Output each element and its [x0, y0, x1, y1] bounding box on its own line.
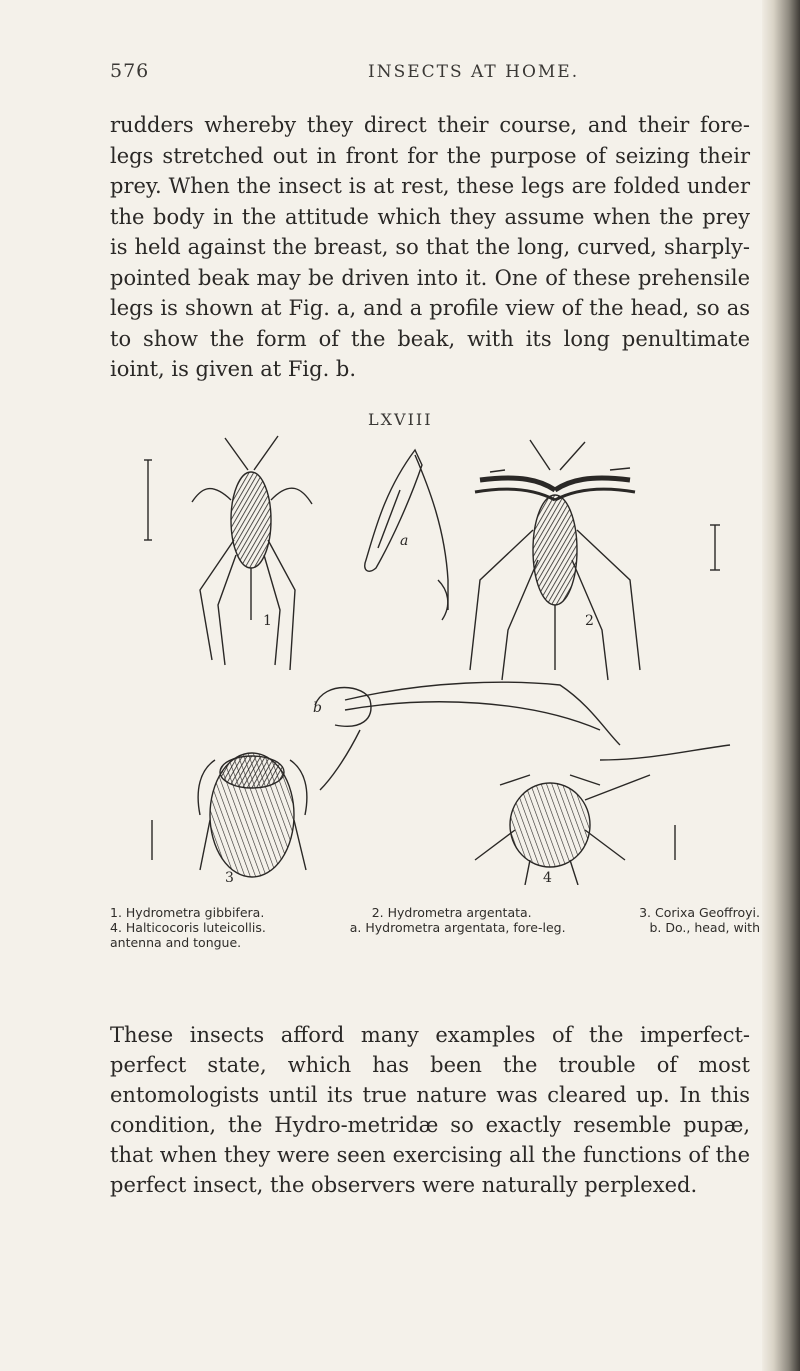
caption-item-2: 2. Hydrometra argentata. — [371, 905, 532, 920]
caption-item-b: b. Do., head, with — [649, 920, 760, 935]
caption-item-3: 3. Corixa Geoffroyi. — [639, 905, 760, 920]
page-number: 576 — [110, 60, 150, 82]
caption-row-3 — [110, 935, 760, 950]
plate-label: LXVIII — [368, 410, 433, 429]
figure-1-insect — [192, 436, 312, 670]
caption-item-a: a. Hydrometra argentata, fore-leg. — [349, 920, 566, 935]
page-edge-shadow — [762, 0, 800, 1371]
caption-item-1: 1. Hydrometra gibbifera. — [110, 905, 265, 920]
body-paragraph-1: rudders whereby they direct their course, and their fore-legs stretched out in front for the purpose of seizing their prey. When the insect is at rest, these legs are folded under the body in the attitude which they assume when the prey is held against the breast, so that the long, curved, sharply-pointed beak may be driven into it. One of these prehensile legs is shown at Fig. a, and a profile view of the head, so as to show the form of the beak, with its long penultimate ioint, is given at Fig. b. — [110, 113, 750, 381]
caption-item-4: 4. Halticocoris luteicollis. — [110, 920, 266, 935]
caption-row-1 — [110, 905, 760, 920]
figure-3-insect — [198, 753, 307, 877]
body-paragraph-2: These insects afford many examples of the imperfect-perfect state, which has been the trouble of most entomologists until its true nature was cleared up. In this condition, the Hydro-metridæ so exactly resemble pupæ, that when they were seen exercising all the functions of the perfect insect, the observers were naturally perplexed. — [110, 1023, 750, 1197]
figure-label-1: 1 — [263, 613, 272, 629]
figure-label-b: b — [313, 700, 322, 716]
figure-label-2: 2 — [585, 613, 594, 629]
figure-label-4: 4 — [543, 870, 552, 885]
caption-item-b-cont: antenna and tongue. — [110, 935, 242, 950]
figure-4-insect — [475, 775, 650, 885]
insect-illustration-plate — [130, 430, 740, 885]
figure-caption — [110, 905, 760, 950]
running-title: INSECTS AT HOME. — [368, 62, 580, 82]
figure-label-a: a — [400, 533, 409, 549]
figure-b-head — [315, 682, 730, 790]
caption-row-2 — [110, 920, 760, 935]
figure-2-insect — [470, 440, 640, 680]
figure-label-3: 3 — [225, 870, 234, 885]
